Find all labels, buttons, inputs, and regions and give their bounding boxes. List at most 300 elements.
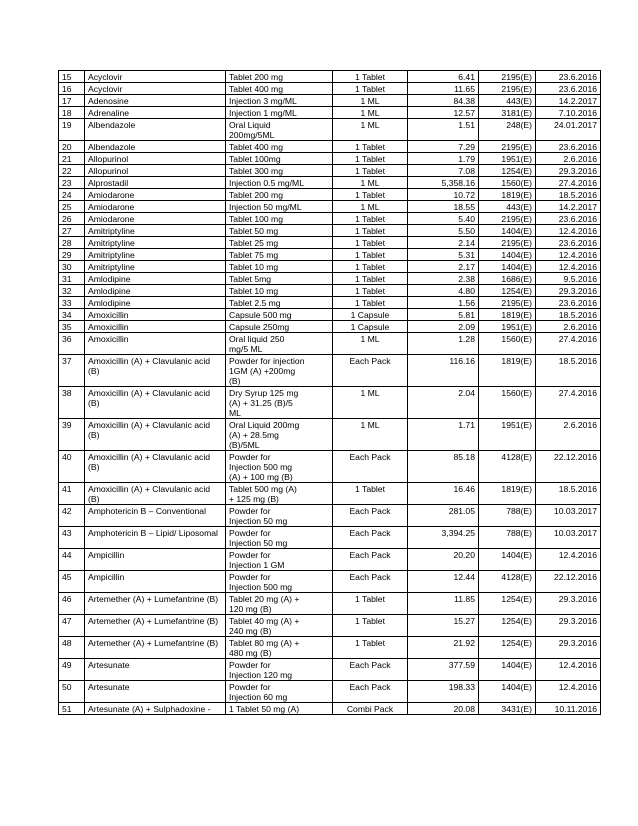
- notification-number-cell: [479, 333, 536, 355]
- cell-text: 20.08: [453, 704, 475, 714]
- unit-cell: [333, 95, 408, 107]
- table-row: [59, 273, 601, 285]
- cell-text: Amitriptyline: [88, 262, 135, 272]
- notification-number-cell: [479, 71, 536, 83]
- medicine-name-cell: [85, 71, 226, 83]
- cell-text: 29: [62, 250, 72, 260]
- medicine-name-cell: [85, 703, 226, 715]
- notification-date-cell: [536, 593, 601, 615]
- cell-text: Ampicillin: [88, 550, 125, 560]
- cell-text: Each Pack: [349, 660, 391, 670]
- medicine-name-cell: [85, 309, 226, 321]
- notification-number-cell: [479, 273, 536, 285]
- unit-cell: [333, 321, 408, 333]
- dosage-form-cell: [226, 177, 333, 189]
- table-row: [59, 681, 601, 703]
- ceiling-price-cell: [408, 571, 479, 593]
- unit-cell: [333, 309, 408, 321]
- dosage-form-cell: [226, 141, 333, 153]
- medicine-name-cell: [85, 549, 226, 571]
- unit-cell: [333, 201, 408, 213]
- cell-text: Powder for injection 1GM (A) +200mg (B): [229, 356, 305, 386]
- cell-text: 12.4.2016: [558, 226, 597, 236]
- cell-text: Tablet 80 mg (A) + 480 mg (B): [229, 638, 300, 658]
- cell-text: 15.27: [453, 616, 475, 626]
- table-row: [59, 237, 601, 249]
- cell-text: 18.5.2016: [558, 190, 597, 200]
- cell-text: Tablet 200 mg: [229, 190, 283, 200]
- cell-text: 29.3.2016: [558, 594, 597, 604]
- dosage-form-cell: [226, 83, 333, 95]
- dosage-form-cell: [226, 451, 333, 483]
- table-row: [59, 225, 601, 237]
- cell-text: 5,358.16: [441, 178, 475, 188]
- cell-text: 10.72: [453, 190, 475, 200]
- cell-text: 24: [62, 190, 72, 200]
- cell-text: 1 Tablet: [355, 142, 385, 152]
- cell-text: 18: [62, 108, 72, 118]
- cell-text: Allopurinol: [88, 166, 129, 176]
- dosage-form-cell: [226, 153, 333, 165]
- dosage-form-cell: [226, 119, 333, 141]
- cell-text: Amiodarone: [88, 202, 135, 212]
- notification-date-cell: [536, 119, 601, 141]
- medicine-name-cell: [85, 681, 226, 703]
- cell-text: 1560(E): [501, 178, 532, 188]
- table-row: [59, 571, 601, 593]
- ceiling-price-cell: [408, 309, 479, 321]
- cell-text: Alprostadil: [88, 178, 129, 188]
- notification-date-cell: [536, 95, 601, 107]
- cell-text: 39: [62, 420, 72, 430]
- dosage-form-cell: [226, 571, 333, 593]
- cell-text: Each Pack: [349, 356, 391, 366]
- cell-text: Injection 0.5 mg/ML: [229, 178, 304, 188]
- unit-cell: [333, 527, 408, 549]
- unit-cell: [333, 703, 408, 715]
- cell-text: 23.6.2016: [558, 142, 597, 152]
- cell-text: 35: [62, 322, 72, 332]
- unit-cell: [333, 297, 408, 309]
- medicine-name-cell: [85, 83, 226, 95]
- notification-number-cell: [479, 249, 536, 261]
- unit-cell: [333, 213, 408, 225]
- notification-date-cell: [536, 83, 601, 95]
- unit-cell: [333, 285, 408, 297]
- cell-text: 1 ML: [360, 108, 380, 118]
- cell-text: Tablet 100 mg: [229, 214, 283, 224]
- ceiling-price-cell: [408, 213, 479, 225]
- medicine-name-cell: [85, 355, 226, 387]
- unit-cell: [333, 419, 408, 451]
- cell-text: Tablet 300 mg: [229, 166, 283, 176]
- medicine-name-cell: [85, 615, 226, 637]
- notification-number-cell: [479, 225, 536, 237]
- dosage-form-cell: [226, 387, 333, 419]
- notification-number-cell: [479, 297, 536, 309]
- cell-text: 7.29: [458, 142, 475, 152]
- cell-text: Tablet 500 mg (A) + 125 mg (B): [229, 484, 297, 504]
- cell-text: 41: [62, 484, 72, 494]
- dosage-form-cell: [226, 681, 333, 703]
- ceiling-price-cell: [408, 119, 479, 141]
- dosage-form-cell: [226, 549, 333, 571]
- cell-text: 42: [62, 506, 72, 516]
- cell-text: 198.33: [448, 682, 475, 692]
- cell-text: 2.04: [458, 388, 475, 398]
- table-row: [59, 309, 601, 321]
- cell-text: Capsule 500 mg: [229, 310, 292, 320]
- medicine-name-cell: [85, 261, 226, 273]
- dosage-form-cell: [226, 107, 333, 119]
- cell-text: Powder for Injection 50 mg: [229, 528, 288, 548]
- notification-date-cell: [536, 637, 601, 659]
- cell-text: Amphotericin B – Lipid/ Liposomal: [88, 528, 218, 538]
- notification-number-cell: [479, 213, 536, 225]
- unit-cell: [333, 549, 408, 571]
- cell-text: 12.4.2016: [558, 682, 597, 692]
- cell-text: 377.59: [448, 660, 475, 670]
- table-row: [59, 549, 601, 571]
- medicine-name-cell: [85, 153, 226, 165]
- serial-number-cell: [59, 201, 85, 213]
- ceiling-price-cell: [408, 177, 479, 189]
- unit-cell: [333, 71, 408, 83]
- serial-number-cell: [59, 119, 85, 141]
- cell-text: 788(E): [506, 506, 532, 516]
- unit-cell: [333, 141, 408, 153]
- unit-cell: [333, 333, 408, 355]
- ceiling-price-cell: [408, 419, 479, 451]
- unit-cell: [333, 225, 408, 237]
- cell-text: 1951(E): [501, 420, 532, 430]
- serial-number-cell: [59, 527, 85, 549]
- cell-text: 1254(E): [501, 638, 532, 648]
- cell-text: 12.57: [453, 108, 475, 118]
- medicine-name-cell: [85, 571, 226, 593]
- medicine-name-cell: [85, 593, 226, 615]
- cell-text: 4.80: [458, 286, 475, 296]
- ceiling-price-cell: [408, 549, 479, 571]
- cell-text: 1560(E): [501, 388, 532, 398]
- notification-date-cell: [536, 681, 601, 703]
- dosage-form-cell: [226, 659, 333, 681]
- cell-text: 29.3.2016: [558, 166, 597, 176]
- cell-text: Tablet 5mg: [229, 274, 272, 284]
- serial-number-cell: [59, 659, 85, 681]
- medicine-name-cell: [85, 297, 226, 309]
- unit-cell: [333, 387, 408, 419]
- table-row: [59, 483, 601, 505]
- cell-text: Amiodarone: [88, 214, 135, 224]
- notification-number-cell: [479, 615, 536, 637]
- cell-text: 248(E): [506, 120, 532, 130]
- notification-number-cell: [479, 505, 536, 527]
- medicine-name-cell: [85, 273, 226, 285]
- cell-text: 1 Tablet: [355, 250, 385, 260]
- cell-text: 18.5.2016: [558, 310, 597, 320]
- dosage-form-cell: [226, 237, 333, 249]
- unit-cell: [333, 177, 408, 189]
- notification-number-cell: [479, 177, 536, 189]
- serial-number-cell: [59, 333, 85, 355]
- dosage-form-cell: [226, 593, 333, 615]
- notification-date-cell: [536, 213, 601, 225]
- table-row: [59, 593, 601, 615]
- cell-text: Tablet 10 mg: [229, 262, 279, 272]
- cell-text: 10.03.2017: [553, 528, 597, 538]
- cell-text: 44: [62, 550, 72, 560]
- cell-text: Oral liquid 250 mg/5 ML: [229, 334, 285, 354]
- unit-cell: [333, 355, 408, 387]
- cell-text: Amitriptyline: [88, 238, 135, 248]
- serial-number-cell: [59, 703, 85, 715]
- cell-text: 5.40: [458, 214, 475, 224]
- cell-text: 1 Tablet: [355, 286, 385, 296]
- notification-number-cell: [479, 107, 536, 119]
- cell-text: 29.3.2016: [558, 638, 597, 648]
- ceiling-price-cell: [408, 141, 479, 153]
- serial-number-cell: [59, 189, 85, 201]
- cell-text: 20: [62, 142, 72, 152]
- cell-text: 1 Tablet: [355, 166, 385, 176]
- cell-text: Artesunate: [88, 682, 130, 692]
- notification-date-cell: [536, 71, 601, 83]
- notification-date-cell: [536, 387, 601, 419]
- table-row: [59, 505, 601, 527]
- cell-text: Oral Liquid 200mg (A) + 28.5mg (B)/5ML: [229, 420, 300, 450]
- cell-text: 23.6.2016: [558, 298, 597, 308]
- cell-text: 16.46: [453, 484, 475, 494]
- notification-date-cell: [536, 249, 601, 261]
- table-row: [59, 703, 601, 715]
- cell-text: Each Pack: [349, 682, 391, 692]
- notification-number-cell: [479, 387, 536, 419]
- notification-number-cell: [479, 285, 536, 297]
- cell-text: 1819(E): [501, 190, 532, 200]
- cell-text: 23.6.2016: [558, 214, 597, 224]
- notification-date-cell: [536, 189, 601, 201]
- cell-text: 12.4.2016: [558, 550, 597, 560]
- table-body: [59, 71, 601, 715]
- serial-number-cell: [59, 285, 85, 297]
- ceiling-price-cell: [408, 297, 479, 309]
- cell-text: 1686(E): [501, 274, 532, 284]
- cell-text: 19: [62, 120, 72, 130]
- notification-date-cell: [536, 177, 601, 189]
- ceiling-price-cell: [408, 83, 479, 95]
- cell-text: Tablet 400 mg: [229, 142, 283, 152]
- cell-text: Tablet 25 mg: [229, 238, 279, 248]
- table-row: [59, 297, 601, 309]
- cell-text: 17: [62, 96, 72, 106]
- notification-date-cell: [536, 141, 601, 153]
- dosage-form-cell: [226, 309, 333, 321]
- cell-text: Acyclovir: [88, 72, 123, 82]
- medicine-name-cell: [85, 483, 226, 505]
- notification-date-cell: [536, 297, 601, 309]
- cell-text: 12.4.2016: [558, 660, 597, 670]
- cell-text: 3,394.25: [441, 528, 475, 538]
- cell-text: 1 ML: [360, 388, 380, 398]
- medicine-name-cell: [85, 419, 226, 451]
- cell-text: 1254(E): [501, 286, 532, 296]
- serial-number-cell: [59, 419, 85, 451]
- notification-number-cell: [479, 571, 536, 593]
- ceiling-price-cell: [408, 201, 479, 213]
- cell-text: 23.6.2016: [558, 72, 597, 82]
- cell-text: Artesunate (A) + Sulphadoxine -: [88, 704, 211, 714]
- cell-text: Amoxicillin (A) + Clavulanic acid (B): [88, 420, 211, 440]
- medicine-name-cell: [85, 387, 226, 419]
- cell-text: 18.55: [453, 202, 475, 212]
- unit-cell: [333, 451, 408, 483]
- cell-text: 1404(E): [501, 250, 532, 260]
- unit-cell: [333, 83, 408, 95]
- cell-text: Amlodipine: [88, 298, 131, 308]
- table-row: [59, 71, 601, 83]
- cell-text: Each Pack: [349, 452, 391, 462]
- dosage-form-cell: [226, 419, 333, 451]
- cell-text: 36: [62, 334, 72, 344]
- dosage-form-cell: [226, 71, 333, 83]
- cell-text: 3181(E): [501, 108, 532, 118]
- notification-date-cell: [536, 107, 601, 119]
- cell-text: 2195(E): [501, 84, 532, 94]
- cell-text: 1 Tablet 50 mg (A): [229, 704, 300, 714]
- medicine-name-cell: [85, 189, 226, 201]
- notification-date-cell: [536, 225, 601, 237]
- table-row: [59, 615, 601, 637]
- notification-number-cell: [479, 527, 536, 549]
- cell-text: 5.81: [458, 310, 475, 320]
- notification-number-cell: [479, 549, 536, 571]
- cell-text: Albendazole: [88, 120, 136, 130]
- serial-number-cell: [59, 249, 85, 261]
- notification-number-cell: [479, 261, 536, 273]
- cell-text: 84.38: [453, 96, 475, 106]
- table-row: [59, 107, 601, 119]
- ceiling-price-cell: [408, 237, 479, 249]
- cell-text: 1.51: [458, 120, 475, 130]
- cell-text: Combi Pack: [346, 704, 394, 714]
- notification-number-cell: [479, 237, 536, 249]
- notification-date-cell: [536, 549, 601, 571]
- serial-number-cell: [59, 483, 85, 505]
- cell-text: Tablet 75 mg: [229, 250, 279, 260]
- medicine-name-cell: [85, 141, 226, 153]
- unit-cell: [333, 615, 408, 637]
- medicine-name-cell: [85, 119, 226, 141]
- cell-text: 1 Tablet: [355, 274, 385, 284]
- cell-text: 31: [62, 274, 72, 284]
- dosage-form-cell: [226, 189, 333, 201]
- serial-number-cell: [59, 571, 85, 593]
- table-row: [59, 189, 601, 201]
- ceiling-price-cell: [408, 225, 479, 237]
- cell-text: 4128(E): [501, 452, 532, 462]
- cell-text: Adenosine: [88, 96, 129, 106]
- cell-text: 32: [62, 286, 72, 296]
- notification-date-cell: [536, 285, 601, 297]
- notification-date-cell: [536, 571, 601, 593]
- table-row: [59, 637, 601, 659]
- cell-text: 27.4.2016: [558, 334, 597, 344]
- cell-text: Artemether (A) + Lumefantrine (B): [88, 638, 219, 648]
- dosage-form-cell: [226, 213, 333, 225]
- dosage-form-cell: [226, 165, 333, 177]
- medicine-name-cell: [85, 321, 226, 333]
- cell-text: Amoxicillin (A) + Clavulanic acid (B): [88, 484, 211, 504]
- notification-date-cell: [536, 483, 601, 505]
- cell-text: 1951(E): [501, 154, 532, 164]
- notification-number-cell: [479, 141, 536, 153]
- cell-text: 1819(E): [501, 484, 532, 494]
- serial-number-cell: [59, 107, 85, 119]
- cell-text: 12.44: [453, 572, 475, 582]
- cell-text: Amoxicillin (A) + Clavulanic acid (B): [88, 356, 211, 376]
- ceiling-price-cell: [408, 165, 479, 177]
- medicine-name-cell: [85, 95, 226, 107]
- cell-text: 1 Tablet: [355, 238, 385, 248]
- cell-text: Amitriptyline: [88, 226, 135, 236]
- cell-text: 9.5.2016: [563, 274, 597, 284]
- cell-text: 14.2.2017: [558, 202, 597, 212]
- medicine-name-cell: [85, 659, 226, 681]
- cell-text: 1 Tablet: [355, 638, 385, 648]
- notification-date-cell: [536, 419, 601, 451]
- cell-text: Amoxicillin (A) + Clavulanic acid (B): [88, 388, 211, 408]
- cell-text: 1404(E): [501, 262, 532, 272]
- cell-text: 47: [62, 616, 72, 626]
- notification-number-cell: [479, 83, 536, 95]
- cell-text: 34: [62, 310, 72, 320]
- cell-text: 443(E): [506, 96, 532, 106]
- cell-text: 2.38: [458, 274, 475, 284]
- cell-text: 1819(E): [501, 356, 532, 366]
- cell-text: 21: [62, 154, 72, 164]
- unit-cell: [333, 593, 408, 615]
- cell-text: 1 Tablet: [355, 190, 385, 200]
- serial-number-cell: [59, 549, 85, 571]
- cell-text: 1404(E): [501, 682, 532, 692]
- dosage-form-cell: [226, 321, 333, 333]
- table-row: [59, 419, 601, 451]
- dosage-form-cell: [226, 505, 333, 527]
- dosage-form-cell: [226, 527, 333, 549]
- dosage-form-cell: [226, 285, 333, 297]
- dosage-form-cell: [226, 483, 333, 505]
- cell-text: 85.18: [453, 452, 475, 462]
- table-row: [59, 527, 601, 549]
- serial-number-cell: [59, 213, 85, 225]
- drug-price-table: [58, 70, 601, 715]
- cell-text: 2195(E): [501, 298, 532, 308]
- ceiling-price-cell: [408, 153, 479, 165]
- cell-text: Powder for Injection 500 mg: [229, 572, 293, 592]
- medicine-name-cell: [85, 527, 226, 549]
- dosage-form-cell: [226, 297, 333, 309]
- serial-number-cell: [59, 681, 85, 703]
- serial-number-cell: [59, 387, 85, 419]
- table-row: [59, 249, 601, 261]
- cell-text: 23.6.2016: [558, 238, 597, 248]
- cell-text: 1 Tablet: [355, 84, 385, 94]
- notification-number-cell: [479, 681, 536, 703]
- unit-cell: [333, 571, 408, 593]
- cell-text: 29.3.2016: [558, 616, 597, 626]
- dosage-form-cell: [226, 333, 333, 355]
